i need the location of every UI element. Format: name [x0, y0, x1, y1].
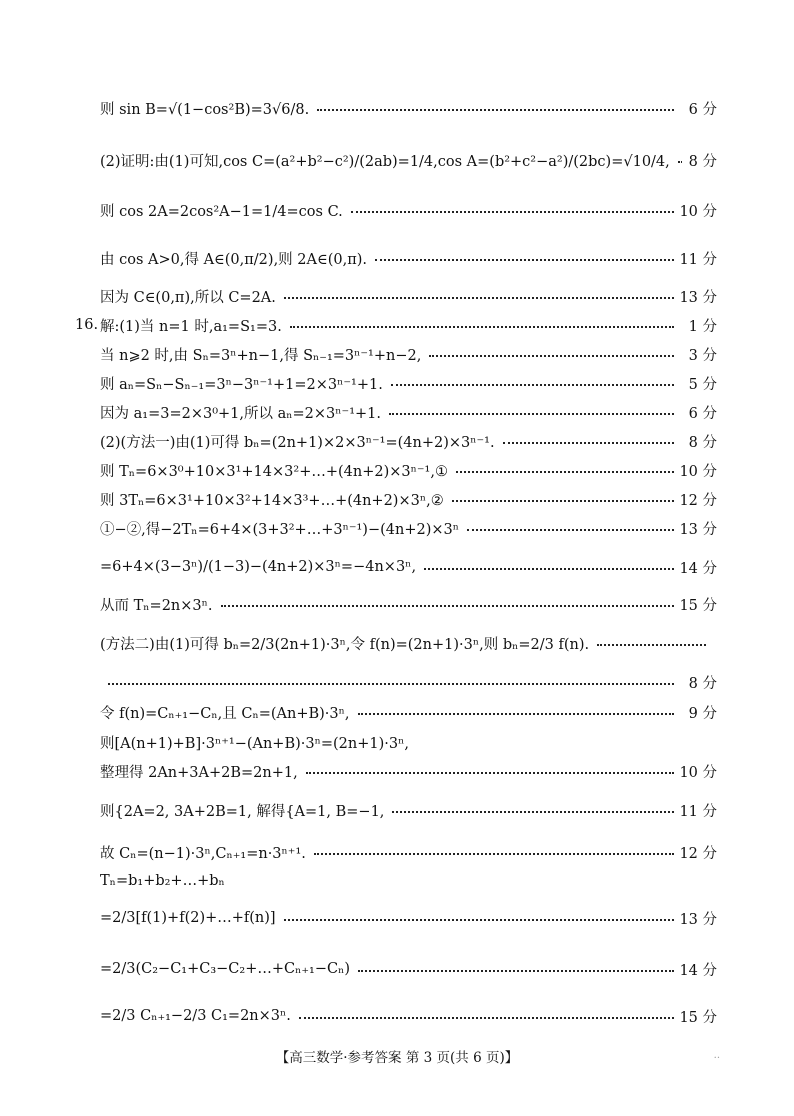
answer-line [0, 455, 794, 485]
dot-leader [290, 326, 674, 328]
dot-leader [306, 772, 674, 774]
dot-leader [351, 211, 674, 213]
answer-line-content [100, 903, 682, 933]
answer-line [0, 195, 794, 225]
answer-line-content [100, 484, 682, 514]
dot-leader [391, 384, 674, 386]
dot-leader [314, 853, 674, 855]
answer-line-content [100, 727, 694, 757]
answer-line-content [100, 628, 714, 658]
score-label: 13 分 [679, 521, 717, 538]
answer-line-content [100, 243, 682, 273]
score-label: 15 分 [679, 597, 717, 614]
answer-line [0, 339, 794, 369]
score-label: 3 分 [688, 347, 717, 364]
dot-leader [375, 259, 674, 261]
answer-line [0, 243, 794, 273]
score-label: 14 分 [679, 560, 717, 577]
answer-line-content [75, 310, 682, 340]
answer-expression: 则{2A=2, 3A+2B=1, 解得{A=1, B=−1, [100, 803, 385, 820]
dot-leader [389, 413, 674, 415]
dot-leader [299, 1017, 674, 1019]
answer-line [0, 552, 794, 582]
answer-line-content [100, 368, 682, 398]
answer-expression: Tₙ=b₁+b₂+…+bₙ [100, 873, 225, 889]
answer-line [0, 903, 794, 933]
score-label: 10 分 [679, 203, 717, 220]
answer-line-content [100, 339, 682, 369]
score-label: 9 分 [688, 705, 717, 722]
score-label: 12 分 [679, 492, 717, 509]
answer-line [0, 954, 794, 984]
answer-line-content [100, 837, 682, 867]
dot-leader [108, 683, 674, 685]
answer-line [0, 866, 794, 896]
answer-line [0, 837, 794, 867]
answer-expression: 从而 Tₙ=2n×3ⁿ. [100, 597, 213, 614]
dot-leader [317, 109, 674, 111]
answer-line-content [100, 552, 682, 582]
answer-line-content [100, 1001, 682, 1031]
answer-expression: (2)证明:由(1)可知,cos C=(a²+b²−c²)/(2ab)=1/4,cos A=(b²+c²−a²)/(2bc)=√10/4, [100, 153, 670, 170]
answer-expression: 则 cos 2A=2cos²A−1=1/4=cos C. [100, 203, 343, 220]
score-label: 10 分 [679, 463, 717, 480]
answer-line [0, 513, 794, 543]
answer-line-content [100, 667, 682, 697]
score-label: 11 分 [679, 803, 717, 820]
score-label: 13 分 [679, 911, 717, 928]
dot-leader [452, 500, 674, 502]
score-label: 8 分 [688, 434, 717, 451]
score-label: 8 分 [688, 675, 717, 692]
answer-expression: 令 f(n)=Cₙ₊₁−Cₙ,且 Cₙ=(An+B)·3ⁿ, [100, 705, 350, 722]
dot-leader [358, 713, 674, 715]
score-label: 13 分 [679, 289, 717, 306]
answer-line [0, 281, 794, 311]
answer-line [0, 795, 794, 825]
answer-line-content [100, 513, 682, 543]
answer-line-content [100, 93, 682, 123]
answer-expression: 则 sin B=√(1−cos²B)=3√6/8. [100, 101, 310, 118]
answer-line-content [100, 455, 682, 485]
answer-expression: 整理得 2An+3A+2B=2n+1, [100, 764, 298, 781]
answer-line [0, 310, 794, 340]
answer-line [0, 589, 794, 619]
answer-expression: ①−②,得−2Tₙ=6+4×(3+3²+…+3ⁿ⁻¹)−(4n+2)×3ⁿ [100, 521, 460, 538]
answer-line [0, 397, 794, 427]
answer-line [0, 667, 794, 697]
dot-leader [424, 568, 674, 570]
answer-line [0, 1001, 794, 1031]
answer-expression: (2)(方法一)由(1)可得 bₙ=(2n+1)×2×3ⁿ⁻¹=(4n+2)×3ⁿ⁻¹. [100, 434, 495, 451]
answer-line [0, 628, 794, 658]
answer-line-content [100, 795, 682, 825]
answer-expression: 当 n⩾2 时,由 Sₙ=3ⁿ+n−1,得 Sₙ₋₁=3ⁿ⁻¹+n−2, [100, 347, 422, 364]
score-label: 10 分 [679, 764, 717, 781]
answer-expression: =2/3(C₂−C₁+C₃−C₂+…+Cₙ₊₁−Cₙ) [100, 961, 351, 977]
page-footer: 【高三数学·参考答案 第 3 页(共 6 页)】 [275, 1050, 519, 1066]
answer-line-content [100, 397, 682, 427]
answer-line-content [100, 426, 682, 456]
dot-leader [429, 355, 674, 357]
score-label: 6 分 [688, 101, 717, 118]
answer-expression: 则 Tₙ=6×3⁰+10×3¹+14×3²+…+(4n+2)×3ⁿ⁻¹,① [100, 463, 448, 480]
corner-mark: .. [713, 1050, 720, 1061]
score-label: 14 分 [679, 962, 717, 979]
answer-expression: 则[A(n+1)+B]·3ⁿ⁺¹−(An+B)·3ⁿ=(2n+1)·3ⁿ, [100, 735, 409, 752]
score-label: 6 分 [688, 405, 717, 422]
answer-line-content [100, 756, 682, 786]
answer-line [0, 426, 794, 456]
answer-line [0, 93, 794, 123]
dot-leader [456, 471, 674, 473]
score-label: 8 分 [688, 153, 717, 170]
answer-line-content [100, 954, 682, 984]
answer-expression: =6+4×(3−3ⁿ)/(1−3)−(4n+2)×3ⁿ=−4n×3ⁿ, [100, 559, 417, 575]
dot-leader [358, 970, 674, 972]
question-number: 16. [75, 317, 99, 333]
answer-line-content [100, 145, 682, 175]
dot-leader [221, 605, 674, 607]
answer-line [0, 727, 794, 757]
answer-line-content [100, 866, 694, 896]
answer-expression: 故 Cₙ=(n−1)·3ⁿ,Cₙ₊₁=n·3ⁿ⁺¹. [100, 845, 306, 862]
answer-expression: 因为 C∈(0,π),所以 C=2A. [100, 289, 276, 306]
answer-line-content [100, 195, 682, 225]
dot-leader [284, 919, 674, 921]
score-label: 12 分 [679, 845, 717, 862]
answer-line [0, 145, 794, 175]
answer-expression: 由 cos A>0,得 A∈(0,π/2),则 2A∈(0,π). [100, 251, 368, 268]
dot-leader [284, 297, 674, 299]
score-label: 11 分 [679, 251, 717, 268]
dot-leader [467, 529, 674, 531]
score-label: 5 分 [688, 376, 717, 393]
answer-expression: 因为 a₁=3=2×3⁰+1,所以 aₙ=2×3ⁿ⁻¹+1. [100, 405, 381, 422]
answer-expression: =2/3[f(1)+f(2)+…+f(n)] [100, 910, 276, 926]
dot-leader [503, 442, 674, 444]
answer-expression: =2/3 Cₙ₊₁−2/3 C₁=2n×3ⁿ. [100, 1008, 291, 1024]
answer-line [0, 368, 794, 398]
answer-expression: (方法二)由(1)可得 bₙ=2/3(2n+1)·3ⁿ,令 f(n)=(2n+1)·3ⁿ,则 bₙ=2/3 f(n). [100, 636, 590, 653]
answer-line-content [100, 697, 682, 727]
answer-expression: 则 aₙ=Sₙ−Sₙ₋₁=3ⁿ−3ⁿ⁻¹+1=2×3ⁿ⁻¹+1. [100, 376, 383, 393]
dot-leader [392, 811, 674, 813]
score-label: 1 分 [688, 318, 717, 335]
dot-leader [678, 161, 682, 163]
answer-line-content [100, 281, 682, 311]
dot-leader [597, 644, 706, 646]
answer-line [0, 484, 794, 514]
score-label: 15 分 [679, 1009, 717, 1026]
answer-expression: 则 3Tₙ=6×3¹+10×3²+14×3³+…+(4n+2)×3ⁿ,② [100, 492, 444, 509]
answer-line-content [100, 589, 682, 619]
answer-expression: 解:(1)当 n=1 时,a₁=S₁=3. [100, 318, 282, 335]
answer-line [0, 756, 794, 786]
answer-line [0, 697, 794, 727]
